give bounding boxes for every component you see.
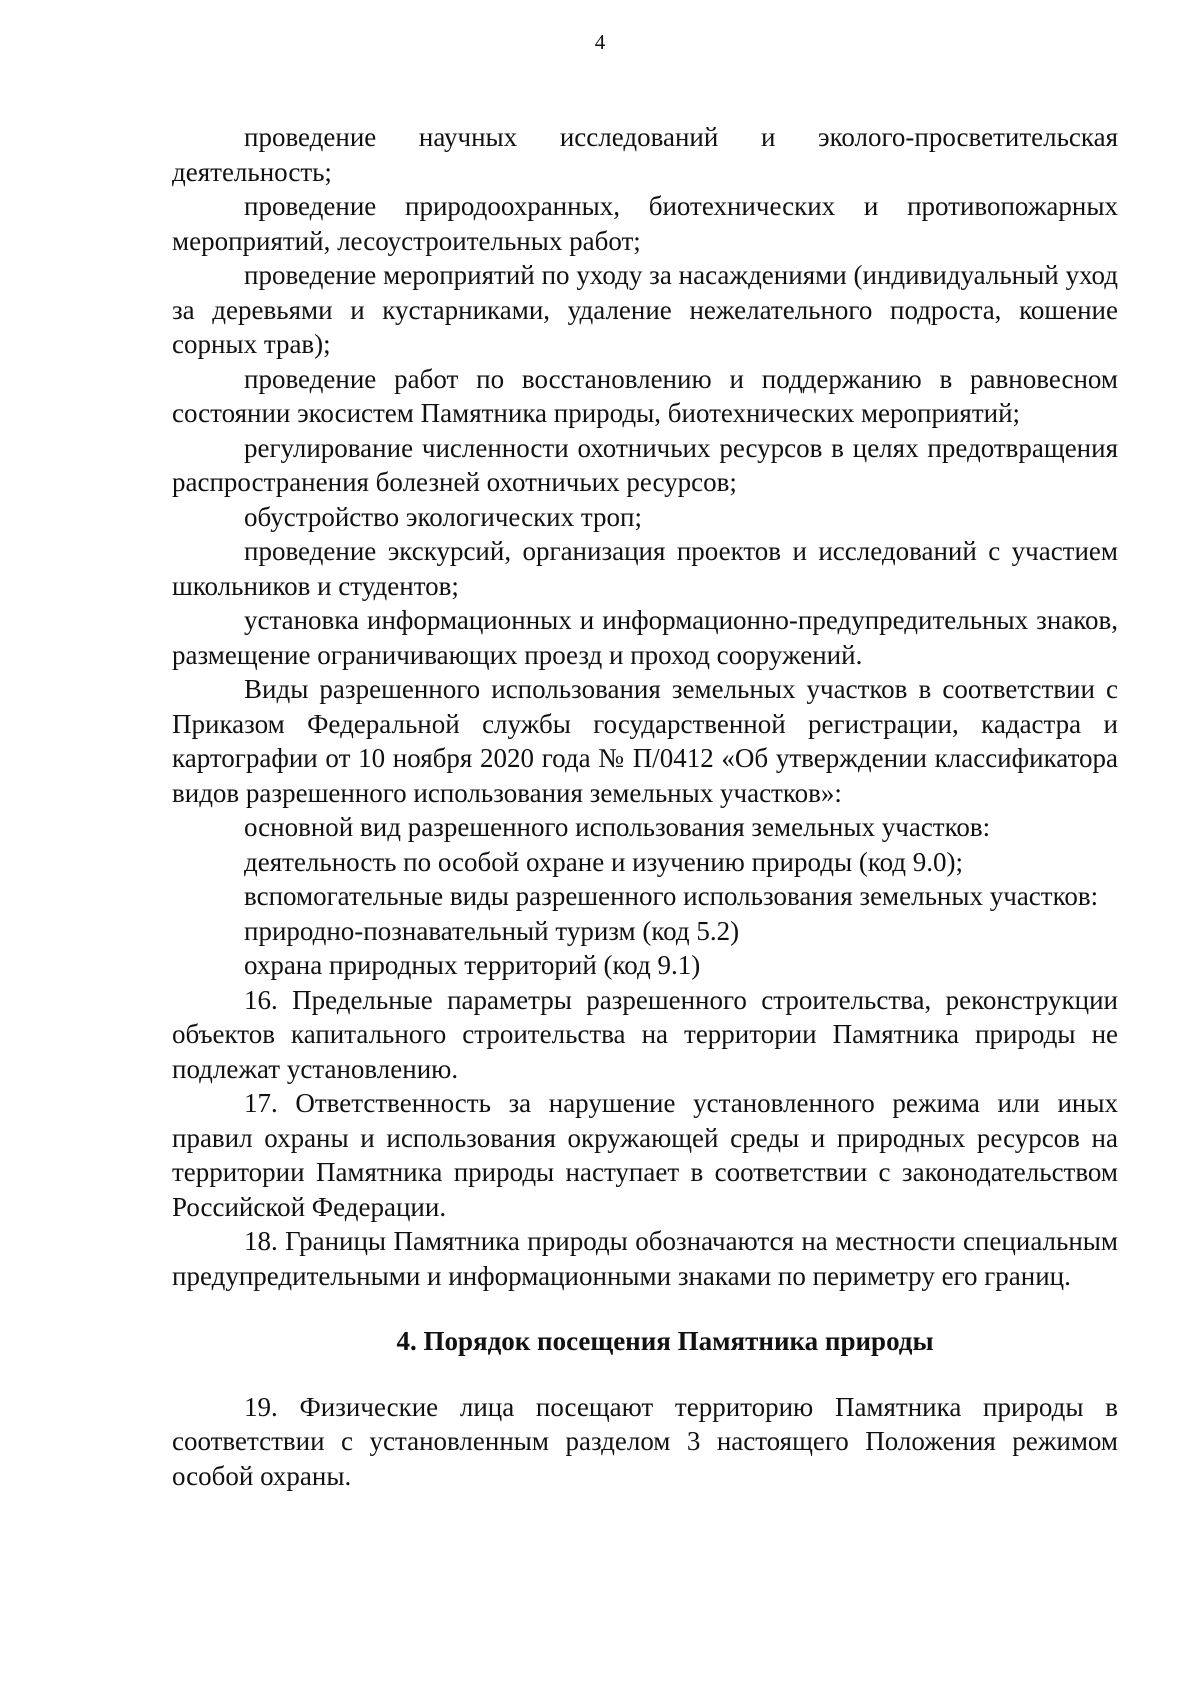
paragraph: проведение научных исследований и эколого-просветительская деятельность; [172, 122, 1118, 187]
paragraph: основной вид разрешенного использования земельных участков: [244, 812, 991, 842]
paragraph: 18. Границы Памятника природы обозначаются на местности специальным предупредительными и информационными знаками по периметру его границ. [172, 1226, 1118, 1291]
paragraph: Виды разрешенного использования земельных участков в соответствии с Приказом Федеральной службы государственной регистрации, кадастра и картографии от 10 ноября 2020 года № П/0412 «Об утверждении классификатора видов разрешенного использования земельных участков»: [172, 674, 1118, 808]
paragraph: 19. Физические лица посещают территорию Памятника природы в соответствии с установленным разделом 3 настоящего Положения режимом особой охраны. [172, 1391, 1118, 1491]
paragraph: 16. Предельные параметры разрешенного строительства, реконструкции объектов капитального строительства на территории Памятника природы не подлежат установлению. [172, 984, 1118, 1084]
paragraph: регулирование численности охотничьих ресурсов в целях предотвращения распространения болезней охотничьих ресурсов; [172, 432, 1118, 497]
paragraph: природно-познавательный туризм (код 5.2) [244, 915, 740, 946]
paragraph: проведение экскурсий, организация проектов и исследований с участием школьников и студентов; [172, 536, 1118, 601]
paragraph: проведение мероприятий по уходу за насаждениями (индивидуальный уход за деревьями и кустарниками, удаление нежелательного подроста, кошение сорных трав); [172, 260, 1118, 359]
paragraph: проведение работ по восстановлению и поддержанию в равновесном состоянии экосистем Памятника природы, биотехнических мероприятий; [172, 363, 1118, 428]
section-heading: 4. Порядок посещения Памятника природы [396, 1326, 934, 1356]
paragraph: обустройство экологических троп; [244, 501, 642, 532]
document-body [172, 120, 1118, 1493]
paragraph: установка информационных и информационно-предупредительных знаков, размещение ограничивающих проезд и проход сооружений. [172, 605, 1118, 670]
paragraph: 17. Ответственность за нарушение установленного режима или иных правил охраны и использования окружающей среды и природных ресурсов на территории Памятника природы наступает в соответствии с законодательством Российской Федерации. [172, 1088, 1118, 1222]
paragraph: вспомогательные виды разрешенного использования земельных участков: [244, 881, 1099, 911]
paragraph: проведение природоохранных, биотехнических и противопожарных мероприятий, лесоустроительных работ; [172, 191, 1118, 256]
page-number: 4 [594, 30, 606, 54]
paragraph: деятельность по особой охране и изучению природы (код 9.0); [244, 846, 964, 877]
paragraph: охрана природных территорий (код 9.1) [244, 950, 701, 980]
